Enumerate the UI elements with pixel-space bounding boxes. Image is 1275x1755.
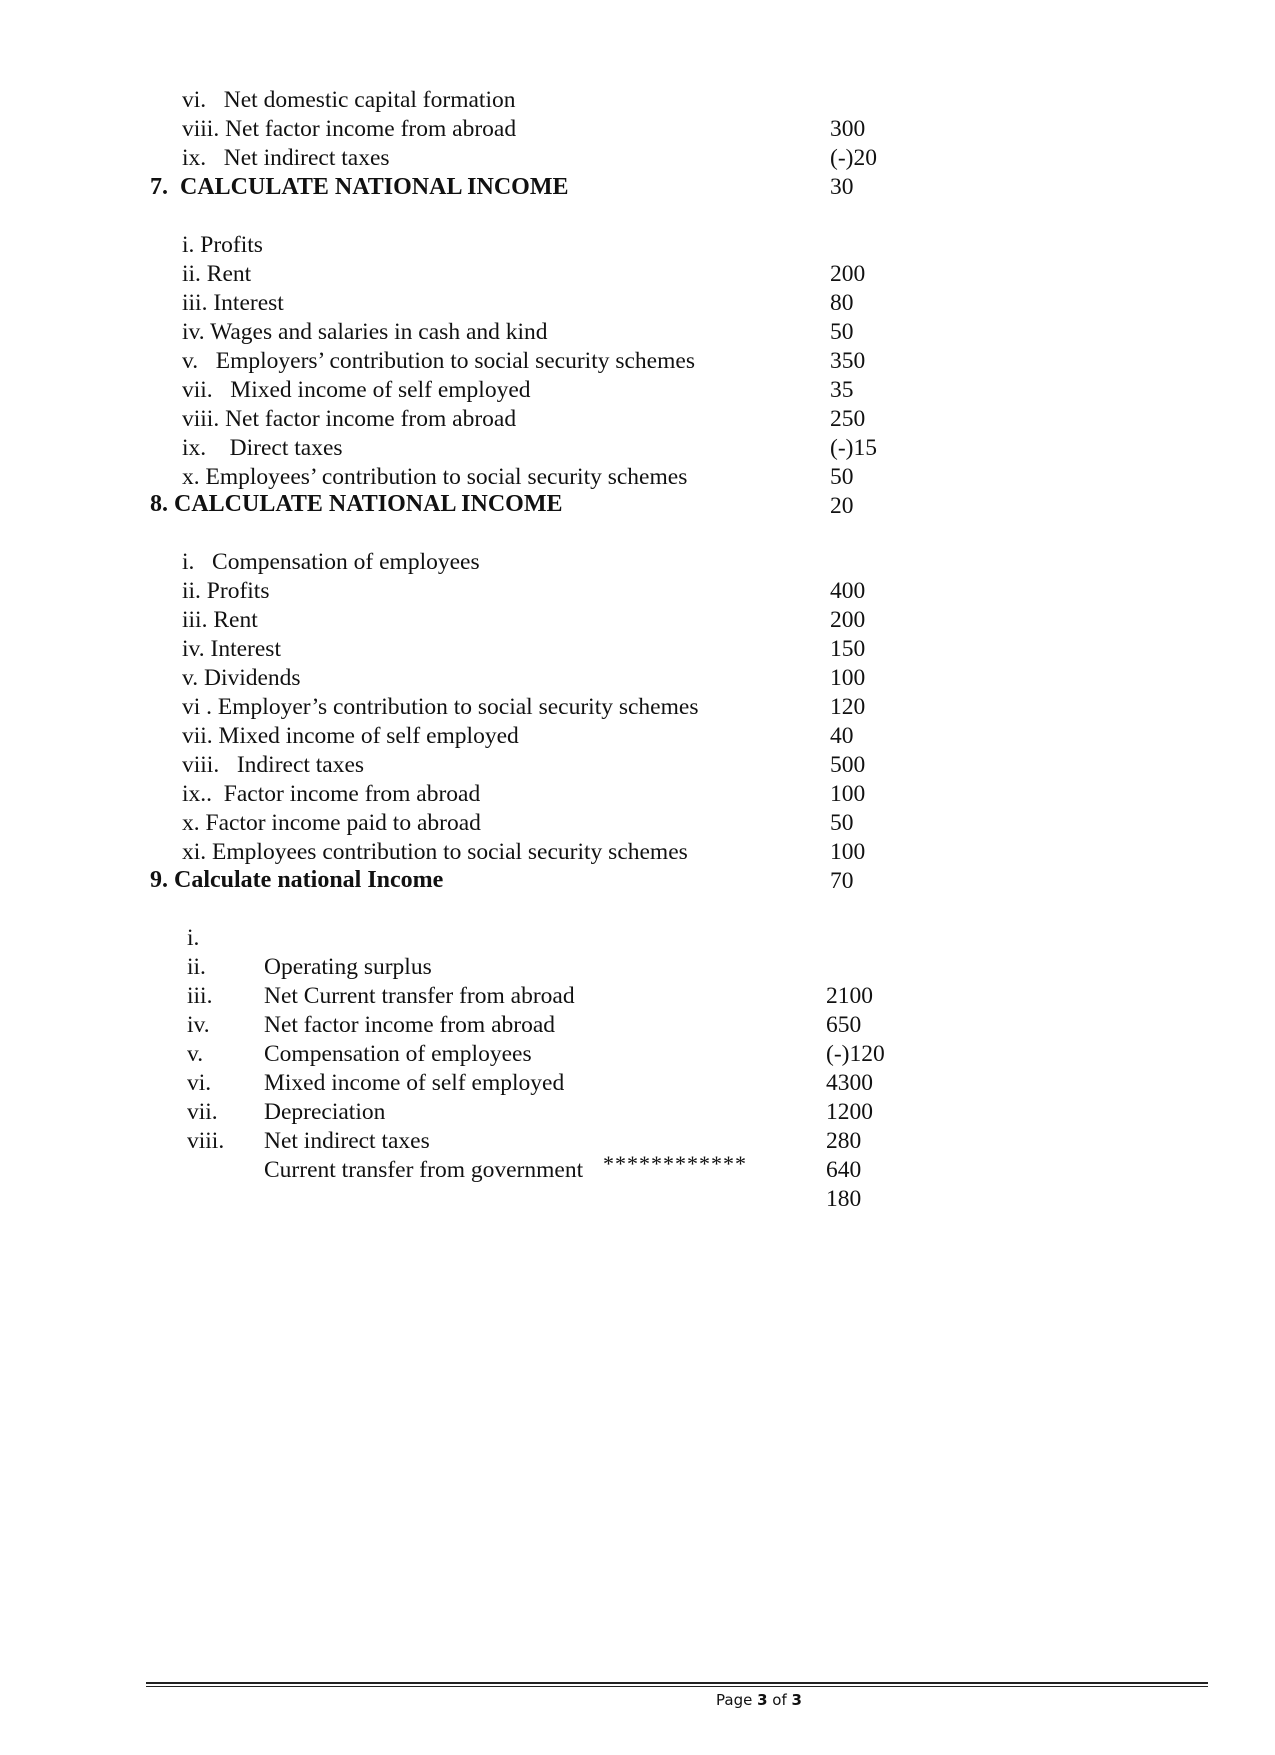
item-label: vi . Employer’s contribution to social security schemes (182, 694, 699, 720)
footer-rule (146, 1686, 1208, 1687)
item-value: 150 (830, 636, 866, 662)
item-value: 50 (830, 810, 854, 836)
item-label: x. Employees’ contribution to social security schemes (182, 464, 688, 490)
section-separator: ************ (603, 1151, 747, 1176)
item-label: Net indirect taxes (264, 1128, 430, 1154)
item-value: 20 (830, 493, 854, 519)
item-number: vii. (187, 1099, 218, 1125)
item-value: 350 (830, 348, 866, 374)
item-value: 70 (830, 868, 854, 894)
item-value: 200 (830, 607, 866, 633)
item-value: 100 (830, 781, 866, 807)
question-heading: 9. Calculate national Income (150, 867, 444, 893)
item-label: viii. Net factor income from abroad (182, 116, 517, 142)
item-value: 1200 (826, 1099, 873, 1125)
item-label: ix.. Factor income from abroad (182, 781, 481, 807)
item-value: 500 (830, 752, 866, 778)
item-label: iv. Wages and salaries in cash and kind (182, 319, 548, 345)
item-label: ix. Net indirect taxes (182, 145, 390, 171)
item-label: Mixed income of self employed (264, 1070, 565, 1096)
page-middle: of (767, 1691, 792, 1709)
item-value: 300 (830, 116, 866, 142)
item-label: iv. Interest (182, 636, 281, 662)
item-label: Net factor income from abroad (264, 1012, 556, 1038)
item-value: (-)120 (826, 1041, 885, 1067)
page-number (716, 1690, 802, 1710)
item-label: Depreciation (264, 1099, 386, 1125)
item-number: iv. (187, 1012, 210, 1038)
item-number: viii. (187, 1128, 225, 1154)
item-label: xi. Employees contribution to social security schemes (182, 839, 688, 865)
item-label: Net Current transfer from abroad (264, 983, 575, 1009)
question-heading: 8. CALCULATE NATIONAL INCOME (150, 491, 563, 517)
item-value: 400 (830, 578, 866, 604)
item-label: vii. Mixed income of self employed (182, 723, 519, 749)
item-label: v. Employers’ contribution to social security schemes (182, 348, 695, 374)
item-label: viii. Net factor income from abroad (182, 406, 517, 432)
item-value: 4300 (826, 1070, 873, 1096)
item-value: 50 (830, 464, 854, 490)
item-value: 35 (830, 377, 854, 403)
item-value: (-)15 (830, 435, 877, 461)
page-total: 3 (791, 1691, 802, 1709)
item-label: ii. Rent (182, 261, 252, 287)
item-number: ii. (187, 954, 206, 980)
item-value: 2100 (826, 983, 873, 1009)
item-value: 100 (830, 839, 866, 865)
item-label: vii. Mixed income of self employed (182, 377, 531, 403)
page-prefix: Page (716, 1691, 758, 1709)
item-value: 100 (830, 665, 866, 691)
item-value: 50 (830, 319, 854, 345)
item-value: 30 (830, 174, 854, 200)
item-label: x. Factor income paid to abroad (182, 810, 481, 836)
item-value: 120 (830, 694, 866, 720)
item-value: 640 (826, 1157, 862, 1183)
item-value: 80 (830, 290, 854, 316)
item-number: v. (187, 1041, 204, 1067)
item-label: i. Profits (182, 232, 263, 258)
item-value: 280 (826, 1128, 862, 1154)
item-label: v. Dividends (182, 665, 301, 691)
page-current: 3 (757, 1691, 768, 1709)
question-heading: 7. CALCULATE NATIONAL INCOME (150, 174, 569, 200)
item-number: iii. (187, 983, 213, 1009)
item-value: 650 (826, 1012, 862, 1038)
item-label: iii. Rent (182, 607, 258, 633)
item-label: i. Compensation of employees (182, 549, 480, 575)
item-number: vi. (187, 1070, 212, 1096)
item-value: 250 (830, 406, 866, 432)
item-label: ix. Direct taxes (182, 435, 343, 461)
item-label: vi. Net domestic capital formation (182, 87, 516, 113)
item-label: iii. Interest (182, 290, 284, 316)
item-label: viii. Indirect taxes (182, 752, 365, 778)
item-label: Operating surplus (264, 954, 432, 980)
item-label: ii. Profits (182, 578, 270, 604)
footer-rule (146, 1682, 1208, 1684)
item-label: Current transfer from government (264, 1157, 584, 1183)
item-value: 180 (826, 1186, 862, 1212)
item-value: (-)20 (830, 145, 877, 171)
item-value: 40 (830, 723, 854, 749)
item-label: Compensation of employees (264, 1041, 532, 1067)
item-number: i. (187, 925, 200, 951)
item-value: 200 (830, 261, 866, 287)
